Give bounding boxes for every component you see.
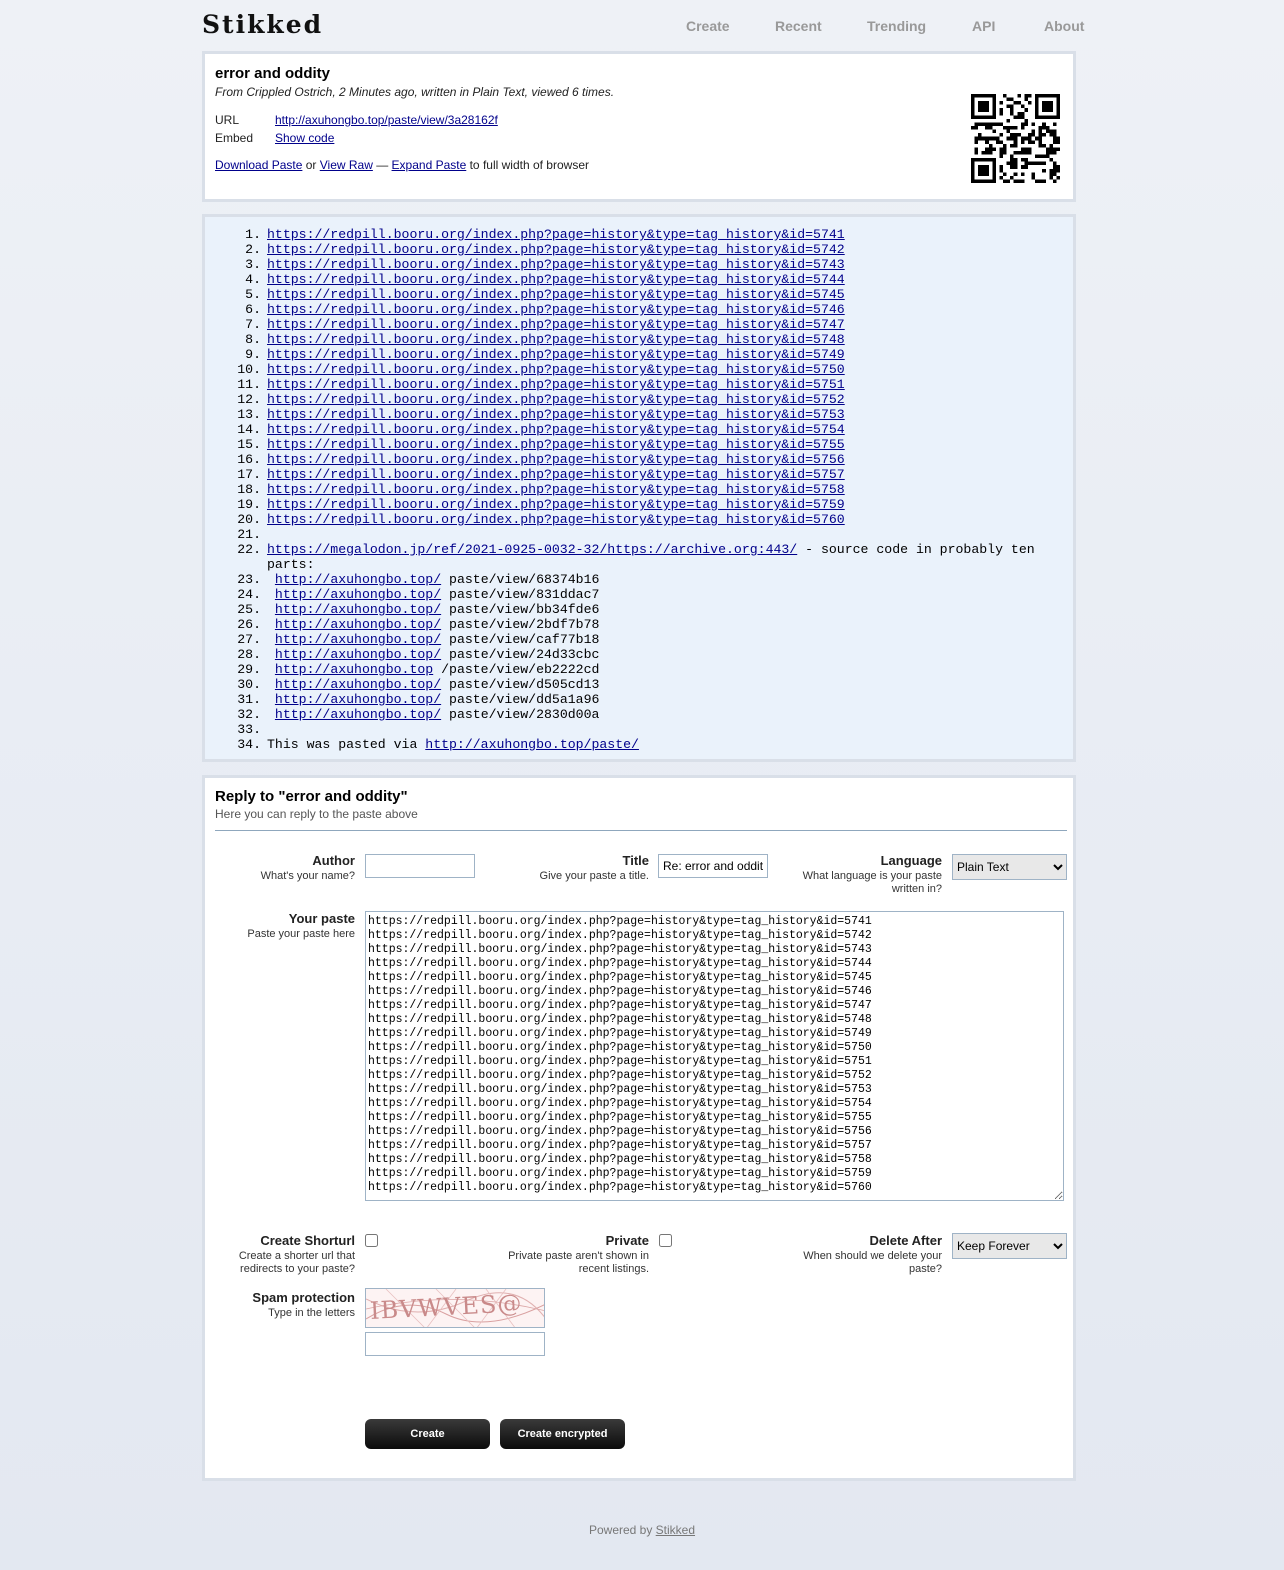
line-prefix (267, 662, 275, 677)
line-link[interactable]: https://redpill.booru.org/index.php?page=history&type=tag_history&id=5754 (267, 422, 845, 437)
line-number: 20. (237, 512, 261, 527)
line-text (267, 572, 1057, 587)
line-number: 23. (237, 572, 261, 587)
author-label-group (215, 853, 355, 883)
line-number: 32. (237, 707, 261, 722)
line-number: 31. (237, 692, 261, 707)
line-number: 7. (245, 317, 261, 332)
line-text (267, 437, 1057, 452)
spam-hint: Type in the letters (268, 1307, 355, 1319)
line-link[interactable]: http://axuhongbo.top/ (274, 602, 442, 617)
line-link[interactable]: http://axuhongbo.top (274, 662, 434, 677)
code-line (205, 437, 1057, 452)
line-text (267, 482, 1057, 497)
expand-suffix: to full width of browser (466, 158, 589, 172)
line-number: 19. (237, 497, 261, 512)
line-number: 26. (237, 617, 261, 632)
paste-url-link[interactable]: http://axuhongbo.top/paste/view/3a28162f (275, 113, 498, 127)
code-line (205, 242, 1057, 257)
code-line (205, 377, 1057, 392)
code-line (205, 617, 1057, 632)
line-prefix (267, 602, 275, 617)
title-hint: Give your paste a title. (539, 870, 649, 882)
language-label: Language (880, 853, 942, 868)
line-text (267, 317, 1057, 332)
dash-text: — (372, 158, 392, 172)
language-hint: What language is your paste written in? (802, 870, 942, 895)
line-number: 12. (237, 392, 261, 407)
delete-label: Delete After (869, 1233, 942, 1248)
nav-recent[interactable]: Recent (775, 18, 822, 34)
language-select[interactable] (952, 854, 1067, 880)
code-line (205, 722, 1057, 737)
line-link[interactable]: http://axuhongbo.top/ (274, 572, 442, 587)
line-number: 2. (245, 242, 261, 257)
line-text (267, 647, 1057, 662)
line-number: 34. (237, 737, 261, 752)
line-number: 5. (245, 287, 261, 302)
line-text (267, 497, 1057, 512)
line-text (267, 227, 1057, 242)
line-link[interactable]: http://axuhongbo.top/ (274, 707, 442, 722)
line-link[interactable]: https://redpill.booru.org/index.php?page=history&type=tag_history&id=5759 (267, 497, 845, 512)
line-text (267, 737, 1057, 752)
spam-label-group (215, 1290, 355, 1320)
line-prefix (267, 647, 275, 662)
qr-code-icon (971, 94, 1060, 183)
code-line (205, 227, 1057, 242)
code-line (205, 497, 1057, 512)
private-label-group (499, 1233, 649, 1276)
delete-after-select[interactable] (952, 1233, 1067, 1259)
line-text (267, 347, 1057, 362)
line-number: 25. (237, 602, 261, 617)
author-label: Author (312, 853, 355, 868)
line-text (267, 527, 1057, 542)
line-number: 33. (237, 722, 261, 737)
line-link[interactable]: http://axuhongbo.top/paste/ (425, 737, 639, 752)
line-text (267, 662, 1057, 677)
line-link[interactable]: http://axuhongbo.top/ (274, 692, 442, 707)
line-link[interactable]: https://redpill.booru.org/index.php?page=history&type=tag_history&id=5748 (267, 332, 845, 347)
nav-api[interactable]: API (972, 18, 996, 34)
code-line (205, 602, 1057, 617)
line-number: 11. (237, 377, 261, 392)
line-text (267, 467, 1057, 482)
line-suffix: /paste/view/eb2222cd (433, 662, 600, 677)
code-line (205, 587, 1057, 602)
spam-label: Spam protection (252, 1290, 355, 1305)
code-line (205, 482, 1057, 497)
line-number: 29. (237, 662, 261, 677)
code-line (205, 452, 1057, 467)
footer-stikked-link[interactable]: Stikked (655, 1523, 696, 1537)
main-nav (0, 18, 1284, 38)
code-line (205, 407, 1057, 422)
line-number: 4. (245, 272, 261, 287)
line-link[interactable]: https://redpill.booru.org/index.php?page=history&type=tag_history&id=5744 (267, 272, 845, 287)
line-suffix: paste/view/831ddac7 (441, 587, 600, 602)
line-suffix: paste/view/d505cd13 (441, 677, 600, 692)
line-number: 9. (245, 347, 261, 362)
code-line (205, 632, 1057, 647)
line-link[interactable]: https://redpill.booru.org/index.php?page=history&type=tag_history&id=5760 (267, 512, 845, 527)
line-text (267, 362, 1057, 377)
captcha-input[interactable] (365, 1332, 545, 1356)
shorturl-hint: Create a shorter url that redirects to your paste? (238, 1250, 355, 1275)
line-text (267, 587, 1057, 602)
line-number: 1. (245, 227, 261, 242)
line-text (267, 377, 1057, 392)
line-link[interactable]: https://redpill.booru.org/index.php?page=history&type=tag_history&id=5758 (267, 482, 845, 497)
line-number: 16. (237, 452, 261, 467)
line-suffix: paste/view/caf77b18 (441, 632, 600, 647)
line-link[interactable]: https://redpill.booru.org/index.php?page=history&type=tag_history&id=5750 (267, 362, 845, 377)
expand-paste-link[interactable]: Expand Paste (391, 158, 467, 172)
line-link[interactable]: https://redpill.booru.org/index.php?page=history&type=tag_history&id=5756 (267, 452, 845, 467)
line-number: 6. (245, 302, 261, 317)
captcha-image (365, 1288, 545, 1328)
paste-info-panel (202, 51, 1076, 202)
line-link[interactable]: http://axuhongbo.top/ (274, 632, 442, 647)
line-text (267, 542, 1057, 572)
paste-actions (215, 158, 589, 172)
line-text (267, 422, 1057, 437)
nav-trending[interactable]: Trending (867, 18, 927, 34)
shorturl-label: Create Shorturl (260, 1233, 355, 1248)
embed-row (215, 131, 334, 145)
line-text (267, 512, 1057, 527)
line-link[interactable]: http://axuhongbo.top/ (274, 587, 442, 602)
code-line (205, 332, 1057, 347)
view-raw-link[interactable]: View Raw (319, 158, 373, 172)
line-prefix (267, 677, 275, 692)
line-number: 21. (237, 527, 261, 542)
line-prefix (267, 587, 275, 602)
code-line (205, 347, 1057, 362)
line-text (267, 632, 1057, 647)
line-text (267, 602, 1057, 617)
line-text (267, 407, 1057, 422)
url-row (215, 113, 498, 127)
line-number: 22. (237, 542, 261, 557)
code-line (205, 707, 1057, 722)
line-number: 18. (237, 482, 261, 497)
code-line (205, 302, 1057, 317)
reply-heading: Reply to "error and oddity" (215, 788, 408, 805)
code-line (205, 542, 1057, 572)
line-number: 17. (237, 467, 261, 482)
code-line (205, 572, 1057, 587)
line-suffix: paste/view/dd5a1a96 (441, 692, 600, 707)
paste-content (202, 214, 1076, 762)
code-line (205, 317, 1057, 332)
code-listing (205, 227, 1057, 752)
show-code-link[interactable]: Show code (275, 131, 335, 145)
create-button[interactable]: Create (365, 1419, 490, 1449)
line-prefix (267, 617, 275, 632)
line-suffix: paste/view/bb34fde6 (441, 602, 600, 617)
line-text (267, 677, 1057, 692)
line-prefix (267, 572, 275, 587)
line-link[interactable]: https://redpill.booru.org/index.php?page=history&type=tag_history&id=5746 (267, 302, 845, 317)
delete-hint: When should we delete your paste? (803, 1250, 942, 1275)
code-line (205, 392, 1057, 407)
line-number: 14. (237, 422, 261, 437)
download-paste-link[interactable]: Download Paste (215, 158, 303, 172)
line-number: 10. (237, 362, 261, 377)
captcha-text: IBVWVES@ (369, 1289, 524, 1325)
line-link[interactable]: https://redpill.booru.org/index.php?page=history&type=tag_history&id=5749 (267, 347, 845, 362)
line-link[interactable]: https://megalodon.jp/ref/2021-0925-0032-32/https://archive.org:443/ (267, 542, 798, 557)
line-link[interactable]: https://redpill.booru.org/index.php?page=history&type=tag_history&id=5747 (267, 317, 845, 332)
line-number: 28. (237, 647, 261, 662)
language-label-group (792, 853, 942, 896)
line-link[interactable]: https://redpill.booru.org/index.php?page=history&type=tag_history&id=5741 (267, 227, 845, 242)
line-number: 3. (245, 257, 261, 272)
code-line (205, 287, 1057, 302)
line-link[interactable]: https://redpill.booru.org/index.php?page=history&type=tag_history&id=5742 (267, 242, 845, 257)
line-number: 30. (237, 677, 261, 692)
code-line (205, 467, 1057, 482)
code-line (205, 512, 1057, 527)
embed-label: Embed (215, 131, 254, 145)
private-hint: Private paste aren't shown in recent listings. (508, 1250, 649, 1275)
line-text (267, 452, 1057, 467)
line-text (267, 302, 1057, 317)
line-link[interactable]: https://redpill.booru.org/index.php?page=history&type=tag_history&id=5745 (267, 287, 845, 302)
line-text (267, 272, 1057, 287)
private-checkbox[interactable] (659, 1234, 672, 1247)
line-link[interactable]: http://axuhongbo.top/ (274, 677, 442, 692)
author-input[interactable] (365, 854, 475, 878)
line-text (267, 392, 1057, 407)
line-link[interactable]: http://axuhongbo.top/ (274, 617, 442, 632)
nav-create[interactable]: Create (686, 18, 730, 34)
reply-subheading: Here you can reply to the paste above (215, 807, 418, 821)
code-line (205, 362, 1057, 377)
title-label-group (499, 853, 649, 883)
line-suffix: paste/view/24d33cbc (441, 647, 600, 662)
footer-prefix: Powered by (588, 1523, 656, 1537)
shorturl-label-group (215, 1233, 355, 1276)
line-text (267, 242, 1057, 257)
code-line (205, 422, 1057, 437)
line-text (267, 287, 1057, 302)
line-link[interactable]: https://redpill.booru.org/index.php?page=history&type=tag_history&id=5743 (267, 257, 845, 272)
line-text (267, 617, 1057, 632)
line-text (267, 722, 1057, 737)
code-line (205, 737, 1057, 752)
paste-label-group (215, 911, 355, 941)
line-number: 13. (237, 407, 261, 422)
paste-meta: From Crippled Ostrich, 2 Minutes ago, written in Plain Text, viewed 6 times. (215, 85, 615, 99)
line-suffix: paste/view/2830d00a (441, 707, 600, 722)
create-encrypted-button[interactable]: Create encrypted (500, 1419, 625, 1449)
or-text: or (302, 158, 320, 172)
url-label: URL (215, 113, 240, 127)
code-line (205, 527, 1057, 542)
reply-form (202, 775, 1076, 1481)
code-line (205, 272, 1057, 287)
line-link[interactable]: https://redpill.booru.org/index.php?page=history&type=tag_history&id=5752 (267, 392, 845, 407)
line-number: 8. (245, 332, 261, 347)
paste-hint: Paste your paste here (247, 928, 355, 940)
line-link[interactable]: http://axuhongbo.top/ (274, 647, 442, 662)
line-prefix: This was pasted via (267, 737, 426, 752)
line-link[interactable]: https://redpill.booru.org/index.php?page=history&type=tag_history&id=5757 (267, 467, 845, 482)
divider (215, 830, 1067, 831)
title-input[interactable] (658, 854, 768, 878)
nav-about[interactable]: About (1044, 18, 1085, 34)
private-label: Private (605, 1233, 649, 1248)
author-hint: What's your name? (260, 870, 355, 882)
line-number: 27. (237, 632, 261, 647)
line-text (267, 332, 1057, 347)
line-number: 15. (237, 437, 261, 452)
line-prefix (267, 692, 275, 707)
footer (0, 1523, 1284, 1537)
line-text (267, 257, 1057, 272)
delete-label-group (792, 1233, 942, 1276)
shorturl-checkbox[interactable] (365, 1234, 378, 1247)
code-line (205, 692, 1057, 707)
line-prefix (267, 632, 275, 647)
paste-label: Your paste (288, 911, 355, 926)
code-line (205, 662, 1057, 677)
line-suffix: paste/view/68374b16 (441, 572, 600, 587)
paste-title: error and oddity (215, 65, 331, 82)
line-number: 24. (237, 587, 261, 602)
line-suffix: paste/view/2bdf7b78 (441, 617, 600, 632)
site-logo[interactable]: Stikked (202, 10, 324, 39)
code-line (205, 677, 1057, 692)
title-label: Title (622, 853, 649, 868)
code-line (205, 647, 1057, 662)
line-text (267, 707, 1057, 722)
line-link[interactable]: https://redpill.booru.org/index.php?page=history&type=tag_history&id=5753 (267, 407, 845, 422)
paste-textarea[interactable] (365, 911, 1064, 1201)
line-link[interactable]: https://redpill.booru.org/index.php?page=history&type=tag_history&id=5755 (267, 437, 845, 452)
line-prefix (267, 707, 275, 722)
line-text (267, 692, 1057, 707)
line-link[interactable]: https://redpill.booru.org/index.php?page=history&type=tag_history&id=5751 (267, 377, 845, 392)
code-line (205, 257, 1057, 272)
line-suffix: - source code in probably ten parts: (267, 542, 1043, 572)
